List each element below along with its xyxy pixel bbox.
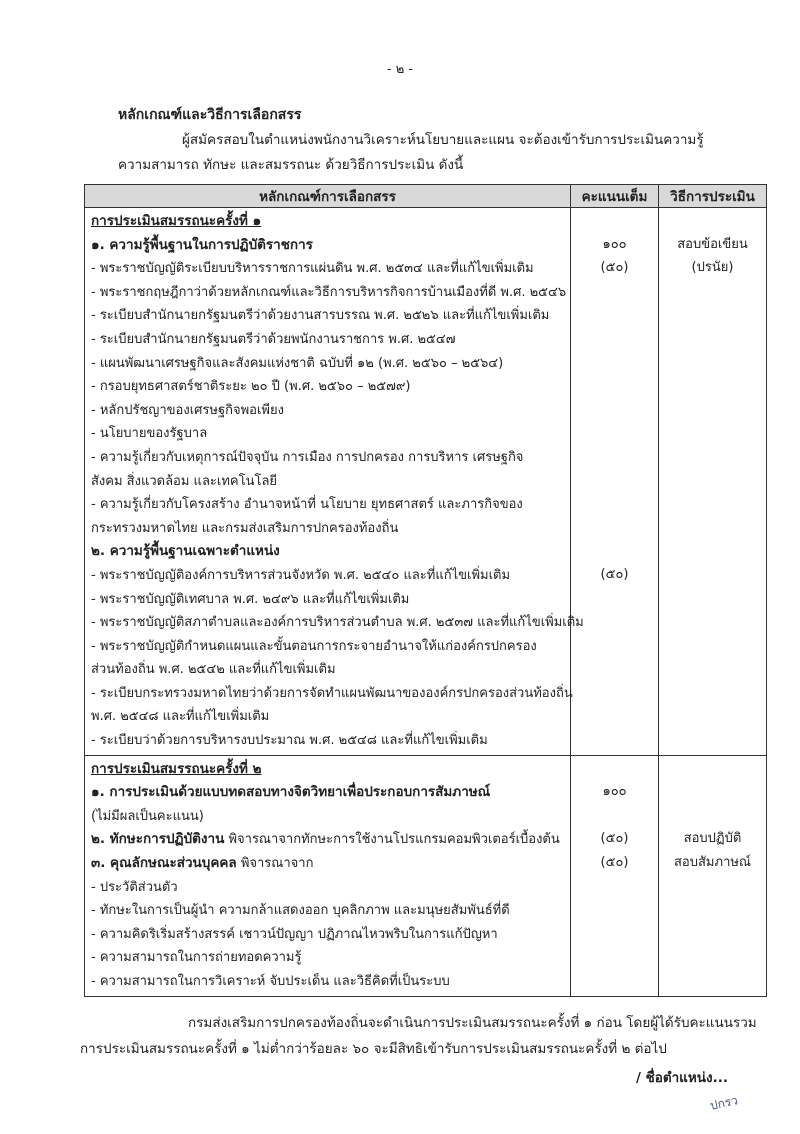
round1-part1-score: (๕๐) bbox=[600, 260, 629, 276]
handwritten-initials: ปกรว bbox=[708, 1093, 740, 1113]
round1-method-written: สอบข้อเขียน bbox=[677, 236, 748, 252]
list-item: - ประวัติส่วนตัว bbox=[91, 879, 178, 895]
round1-method-cell bbox=[659, 208, 767, 756]
list-item: - ความรู้เกี่ยวกับเหตุการณ์ปัจจุบัน การเมือง การปกครอง การบริหาร เศรษฐกิจ bbox=[91, 449, 524, 465]
round2-part3-title: ๓. คุณลักษณะส่วนบุคคล bbox=[91, 855, 237, 872]
list-item: - พระราชบัญญัติองค์การบริหารส่วนจังหวัด พ.ศ. ๒๕๔๐ และที่แก้ไขเพิ่มเติม bbox=[91, 567, 511, 583]
list-item: - พระราชบัญญัติกำหนดแผนและขั้นตอนการกระจายอำนาจให้แก่องค์กรปกครอง bbox=[91, 638, 537, 654]
round2-method-interview: สอบสัมภาษณ์ bbox=[674, 855, 751, 871]
round2-method-practical: สอบปฏิบัติ bbox=[683, 831, 742, 847]
list-item: - นโยบายของรัฐบาล bbox=[91, 426, 208, 442]
table-header-row bbox=[85, 185, 767, 208]
footer-paragraph: กรมส่งเสริมการปกครองท้องถิ่นจะดำเนินการประเมินสมรรถนะครั้งที่ ๑ ก่อน โดยผู้ได้รับคะแนนรวม การประเมินสมรรถนะครั้งที่ ๑ ไม่ต่ำกว่าร้อยละ ๖๐ จะมีสิทธิเข้ารับการประเมินสมรรถนะครั้งที่ ๒ ต่อไป bbox=[80, 1015, 757, 1057]
list-item: - ระเบียบสำนักนายกรัฐมนตรีว่าด้วยงานสารบรรณ พ.ศ. ๒๕๒๖ และที่แก้ไขเพิ่มเติม bbox=[91, 308, 550, 324]
round1-part1-title: ๑. ความรู้พื้นฐานในการปฏิบัติราชการ bbox=[91, 236, 313, 253]
round2-title: การประเมินสมรรถนะครั้งที่ ๒ bbox=[91, 760, 262, 777]
header-criteria: หลักเกณฑ์การเลือกสรร bbox=[85, 185, 571, 208]
list-item: - แผนพัฒนาเศรษฐกิจและสังคมแห่งชาติ ฉบับที่ ๑๒ (พ.ศ. ๒๕๖๐ – ๒๕๖๔) bbox=[91, 355, 504, 371]
round2-criteria-cell bbox=[85, 755, 571, 996]
round1-method-objective: (ปรนัย) bbox=[691, 260, 734, 276]
list-item: - ความสามารถในการถ่ายทอดความรู้ bbox=[91, 950, 302, 966]
list-item: สังคม สิ่งแวดล้อม และเทคโนโลยี bbox=[91, 473, 278, 489]
list-item: - กรอบยุทธศาสตร์ชาติระยะ ๒๐ ปี (พ.ศ. ๒๕๖๐ – ๒๕๗๙) bbox=[91, 379, 411, 395]
intro-paragraph: ผู้สมัครสอบในตำแหน่งพนักงานวิเคราะห์นโยบายและแผน จะต้องเข้ารับการประเมินความรู้ ความสามารถ ทักษะ และสมรรถนะ ด้วยวิธีการประเมิน ดังนี้ bbox=[118, 132, 704, 173]
round2-total-score: ๑๐๐ bbox=[602, 784, 627, 800]
round2-part2-title: ๒. ทักษะการปฏิบัติงาน bbox=[91, 831, 225, 848]
header-method: วิธีการประเมิน bbox=[659, 185, 767, 208]
list-item: - พระราชบัญญัติเทศบาล พ.ศ. ๒๔๙๖ และที่แก้ไขเพิ่มเติม bbox=[91, 591, 410, 607]
header-full-score: คะแนนเต็ม bbox=[571, 185, 659, 208]
round1-part2-score: (๕๐) bbox=[600, 566, 629, 582]
list-item: - ระเบียบว่าด้วยการบริหารงบประมาณ พ.ศ. ๒๕๔๘ และที่แก้ไขเพิ่มเติม bbox=[91, 733, 488, 749]
round2-part1-title: ๑. การประเมินด้วยแบบทดสอบทางจิตวิทยาเพื่อประกอบการสัมภาษณ์ bbox=[91, 784, 491, 801]
selection-criteria-table bbox=[84, 184, 767, 997]
page-number: - ๒ - bbox=[386, 62, 414, 77]
table-row-round2 bbox=[85, 755, 767, 996]
round2-part2-score: (๕๐) bbox=[600, 831, 629, 847]
table-row-round1 bbox=[85, 208, 767, 756]
round1-total-score: ๑๐๐ bbox=[602, 236, 627, 252]
list-item: - พระราชกฤษฎีกาว่าด้วยหลักเกณฑ์และวิธีการบริหารกิจการบ้านเมืองที่ดี พ.ศ. ๒๕๔๖ bbox=[91, 284, 567, 300]
list-item: - ระเบียบสำนักนายกรัฐมนตรีว่าด้วยพนักงานราชการ พ.ศ. ๒๕๔๗ bbox=[91, 331, 456, 347]
list-item: - ความสามารถในการวิเคราะห์ จับประเด็น และวิธีคิดที่เป็นระบบ bbox=[91, 974, 450, 989]
round1-score-cell bbox=[571, 208, 659, 756]
list-item: - ทักษะในการเป็นผู้นำ ความกล้าแสดงออก บุคลิกภาพ และมนุษยสัมพันธ์ที่ดี bbox=[91, 903, 510, 919]
list-item: - หลักปรัชญาของเศรษฐกิจพอเพียง bbox=[91, 402, 284, 418]
list-item: - ความรู้เกี่ยวกับโครงสร้าง อำนาจหน้าที่ นโยบาย ยุทธศาสตร์ และภารกิจของ bbox=[91, 497, 523, 513]
round1-part2-title: ๒. ความรู้พื้นฐานเฉพาะตำแหน่ง bbox=[91, 543, 280, 560]
continuation-note: / ชื่อตำแหน่ง... bbox=[635, 1070, 728, 1086]
round2-score-cell bbox=[571, 755, 659, 996]
round2-part1-note: (ไม่มีผลเป็นคะแนน) bbox=[91, 808, 204, 824]
list-item: ส่วนท้องถิ่น พ.ศ. ๒๕๔๒ และที่แก้ไขเพิ่มเติม bbox=[91, 662, 336, 678]
round1-criteria-cell bbox=[85, 208, 584, 756]
round2-part3-score: (๕๐) bbox=[600, 855, 629, 871]
round2-part3-desc: พิจารณาจาก bbox=[236, 856, 314, 872]
round1-title: การประเมินสมรรถนะครั้งที่ ๑ bbox=[91, 213, 262, 229]
round2-method-cell bbox=[659, 755, 767, 996]
section-title: หลักเกณฑ์และวิธีการเลือกสรร bbox=[118, 107, 302, 123]
list-item: พ.ศ. ๒๕๔๘ และที่แก้ไขเพิ่มเติม bbox=[91, 709, 270, 725]
list-item: - ระเบียบกระทรวงมหาดไทยว่าด้วยการจัดทำแผนพัฒนาขององค์กรปกครองส่วนท้องถิ่น bbox=[91, 685, 573, 701]
list-item: - ความคิดริเริ่มสร้างสรรค์ เชาวน์ปัญญา ปฏิภาณไหวพริบในการแก้ปัญหา bbox=[91, 926, 498, 942]
list-item: - พระราชบัญญัติสภาตำบลและองค์การบริหารส่วนตำบล พ.ศ. ๒๕๓๗ และที่แก้ไขเพิ่มเติม bbox=[91, 615, 584, 631]
round2-part2-desc: พิจารณาจากทักษะการใช้งานโปรแกรมคอมพิวเตอร์เบื้องต้น bbox=[224, 832, 560, 848]
list-item: - พระราชบัญญัติระเบียบบริหารราชการแผ่นดิน พ.ศ. ๒๕๓๔ และที่แก้ไขเพิ่มเติม bbox=[91, 261, 534, 277]
list-item: กระทรวงมหาดไทย และกรมส่งเสริมการปกครองท้องถิ่น bbox=[91, 520, 399, 536]
